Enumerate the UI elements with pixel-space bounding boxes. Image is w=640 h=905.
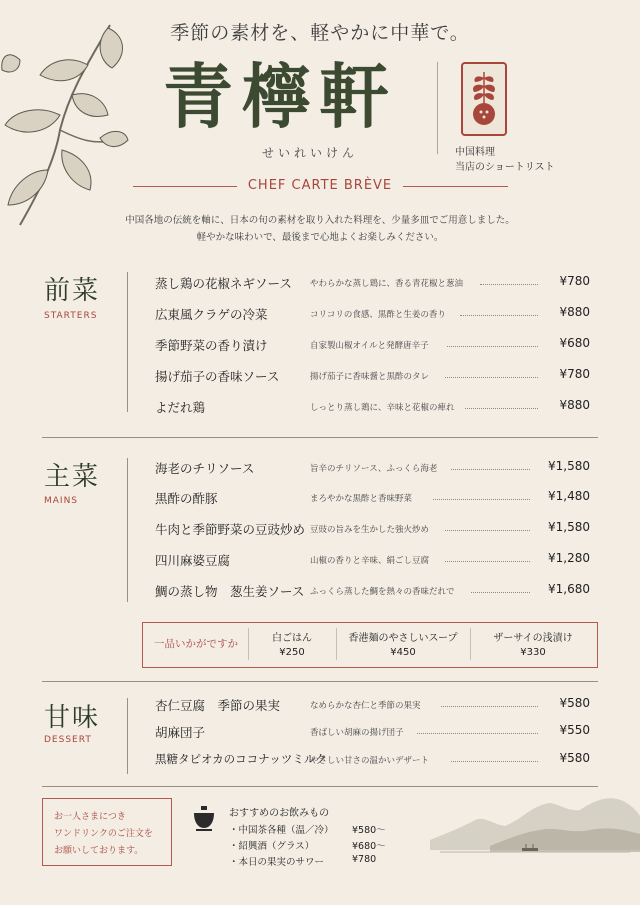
item-price: ¥1,580	[548, 459, 590, 473]
item-desc: しっとり蒸し鶏に、辛味と花椒の痺れ	[310, 403, 455, 413]
carte-rule-right	[403, 186, 508, 187]
carte-heading: CHEF CARTE BRÈVE	[247, 178, 393, 193]
section-divider-starters	[127, 272, 128, 412]
item-desc: なめらかな杏仁と季節の果実	[310, 701, 421, 711]
item-desc: 豆豉の旨みを生かした強火炒め	[310, 525, 430, 535]
item-price: ¥780	[559, 367, 590, 381]
item-desc: まろやかな黒酢と香味野菜	[310, 494, 413, 504]
section-separator	[42, 437, 598, 438]
drink-price: ¥780	[352, 854, 377, 865]
leader-dots	[451, 761, 538, 762]
item-name: 胡麻団子	[155, 725, 206, 740]
item-name: 四川麻婆豆腐	[155, 553, 231, 568]
menu-item	[155, 367, 590, 387]
note-line-1: お一人さまにつき	[54, 812, 126, 822]
side-item-name: ザーサイの浅漬け	[493, 633, 573, 644]
pomegranate-logo-icon	[461, 62, 507, 136]
menu-item	[155, 336, 590, 356]
item-desc: ふっくら蒸した鯛を熱々の香味だれで	[310, 587, 455, 597]
side-dishes-label: 一品いかがですか	[154, 638, 238, 650]
item-price: ¥880	[559, 398, 590, 412]
leader-dots	[445, 377, 538, 378]
header-divider	[437, 62, 438, 154]
leader-dots	[451, 469, 530, 470]
tea-branch-illustration	[0, 20, 130, 230]
item-price: ¥1,680	[548, 582, 590, 596]
section-title-dessert: 甘味	[44, 703, 101, 733]
carte-rule-left	[133, 186, 237, 187]
menu-item	[155, 489, 590, 509]
leader-dots	[445, 530, 530, 531]
item-desc: 山椒の香りと辛味、絹ごし豆腐	[310, 556, 430, 566]
section-divider-mains	[127, 458, 128, 602]
mountain-landscape-illustration	[430, 790, 640, 870]
section-subtitle-starters: STARTERS	[44, 311, 98, 321]
drink-item: ・本日の果実のサワー	[229, 857, 325, 868]
side-item-price: ¥250	[279, 647, 305, 658]
restaurant-title: 青檸軒	[163, 55, 397, 138]
leader-dots	[471, 592, 530, 593]
note-line-3: お願いしております。	[54, 846, 144, 856]
teapot-icon	[190, 804, 218, 832]
item-price: ¥1,280	[548, 551, 590, 565]
brand-category: 中国料理	[455, 147, 495, 158]
side-item-price: ¥330	[520, 647, 546, 658]
menu-item	[155, 459, 590, 479]
brand-subtitle: 当店のショートリスト	[455, 162, 555, 173]
item-price: ¥1,580	[548, 520, 590, 534]
item-desc: 自家製山椒オイルと発酵唐辛子	[310, 341, 429, 351]
drink-price: ¥680～	[352, 841, 386, 852]
item-price: ¥680	[559, 336, 590, 350]
section-title-starters: 前菜	[44, 276, 101, 306]
item-price: ¥580	[559, 751, 590, 765]
intro-line-1: 中国各地の伝統を軸に、日本の旬の素材を取り入れた料理を、少量多皿でご用意しました。	[125, 215, 515, 226]
note-line-2: ワンドリンクのご注文を	[54, 829, 153, 839]
item-name: よだれ鶏	[155, 400, 206, 415]
item-name: 海老のチリソース	[155, 461, 255, 476]
item-desc: 旨辛のチリソース、ふっくら海老	[310, 464, 438, 474]
drink-price: ¥580～	[352, 825, 386, 836]
item-name: 黒糖タピオカのココナッツミルク	[155, 752, 327, 766]
section-subtitle-dessert: DESSERT	[44, 735, 92, 745]
section-separator	[42, 786, 598, 787]
leader-dots	[447, 346, 538, 347]
menu-item	[155, 582, 590, 602]
item-price: ¥1,480	[548, 489, 590, 503]
item-name: 鯛の蒸し物 葱生姜ソース	[155, 584, 305, 599]
item-name: 季節野菜の香り漬け	[155, 338, 268, 353]
menu-item	[155, 696, 590, 716]
title-reading: せいれいけん	[261, 146, 358, 160]
item-price: ¥550	[559, 723, 590, 737]
item-price: ¥580	[559, 696, 590, 710]
menu-item	[155, 274, 590, 294]
item-name: 牛肉と季節野菜の豆豉炒め	[155, 522, 306, 537]
leader-dots	[441, 706, 538, 707]
menu-item	[155, 520, 590, 540]
leader-dots	[445, 561, 530, 562]
leader-dots	[480, 284, 538, 285]
section-subtitle-mains: MAINS	[44, 496, 79, 506]
menu-item	[155, 305, 590, 325]
item-desc: やわらかな蒸し鶏に、香る青花椒と葱油	[310, 279, 464, 289]
leader-dots	[417, 733, 538, 734]
tagline: 季節の素材を、軽やかに中華で。	[170, 22, 470, 44]
item-name: 揚げ茄子の香味ソース	[155, 369, 280, 384]
item-name: 黒酢の酢豚	[155, 491, 218, 506]
intro-line-2: 軽やかな味わいで、最後まで心地よくお楽しみください。	[196, 232, 444, 243]
drink-item: ・紹興酒（グラス）	[229, 841, 315, 852]
side-item-name: 香港麺のやさしいスープ	[348, 633, 458, 644]
section-separator	[42, 681, 598, 682]
item-name: 広東風クラゲの冷菜	[155, 307, 268, 322]
item-price: ¥880	[559, 305, 590, 319]
item-desc: 揚げ茄子に香味醤と黒酢のタレ	[310, 372, 430, 382]
item-desc: やさしい甘さの温かいデザート	[310, 756, 430, 766]
side-item-price: ¥450	[390, 647, 416, 658]
leader-dots	[433, 499, 530, 500]
item-desc: 香ばしい胡麻の揚げ団子	[310, 728, 404, 738]
section-divider-dessert	[127, 698, 128, 774]
menu-item	[155, 723, 590, 743]
leader-dots	[465, 408, 538, 409]
item-name: 蒸し鶏の花椒ネギソース	[155, 276, 292, 291]
leader-dots	[460, 315, 538, 316]
item-name: 杏仁豆腐 季節の果実	[155, 698, 281, 713]
item-price: ¥780	[559, 274, 590, 288]
item-desc: コリコリの食感、黒酢と生姜の香り	[310, 310, 446, 320]
section-title-mains: 主菜	[44, 462, 101, 492]
drinks-heading: おすすめのお飲みもの	[229, 808, 330, 819]
side-item-name: 白ごはん	[272, 633, 312, 644]
menu-item	[155, 398, 590, 418]
drink-item: ・中国茶各種（温／冷）	[229, 825, 334, 836]
menu-item	[155, 551, 590, 571]
menu-item	[155, 751, 590, 771]
